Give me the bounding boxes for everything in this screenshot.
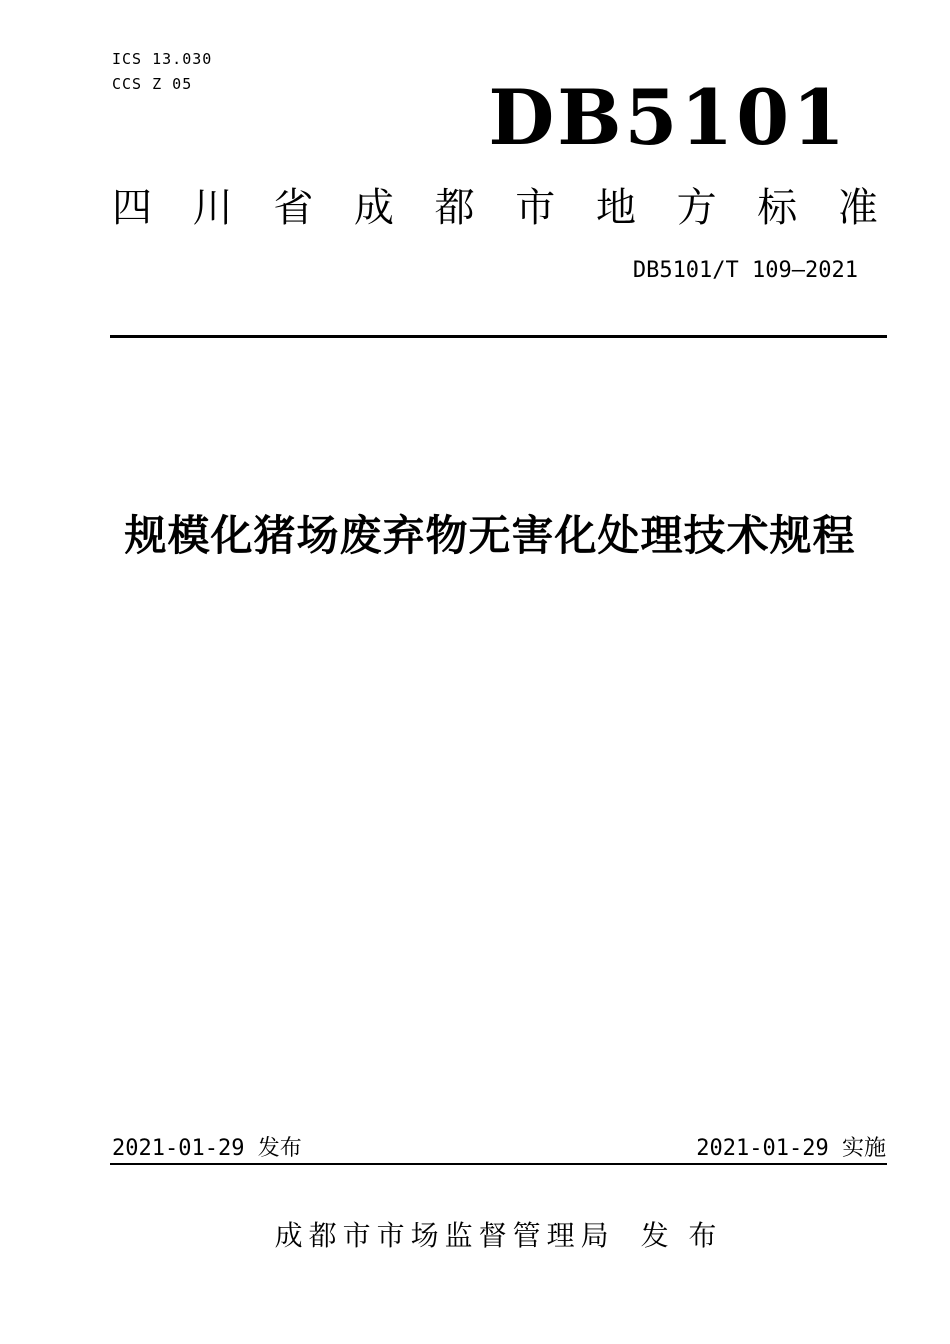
standard-name-char: 四 (112, 186, 152, 230)
standard-name-char: 标 (757, 186, 798, 230)
publish-label: 发 布 (640, 1220, 723, 1251)
standard-name-char: 市 (515, 186, 556, 230)
publisher-row (110, 1222, 887, 1250)
standard-name-char: 方 (676, 186, 717, 230)
publisher-name: 成都市市场监督管理局 (274, 1220, 615, 1251)
issue-date: 2021-01-29 发布 (112, 1136, 302, 1161)
ics-code: ICS 13.030 (112, 50, 213, 68)
standard-name-char: 省 (273, 186, 314, 230)
date-row (112, 1138, 886, 1160)
standard-number: DB5101/T 109—2021 (632, 258, 858, 283)
footer-divider-rule (110, 1163, 887, 1165)
ccs-code: CCS Z 05 (112, 75, 193, 93)
standard-name-char: 都 (434, 186, 475, 230)
standard-name-char: 准 (837, 186, 878, 230)
header-divider-rule (110, 335, 887, 338)
standard-logo-db5101: DB5101 (488, 73, 848, 162)
implementation-date: 2021-01-29 实施 (696, 1136, 886, 1161)
standard-name-char: 川 (192, 186, 233, 230)
standard-name-char: 地 (595, 186, 636, 230)
document-title: 规模化猪场废弃物无害化处理技术规程 (124, 512, 856, 559)
standard-name-char: 成 (353, 186, 394, 230)
standard-category-name (112, 188, 878, 228)
